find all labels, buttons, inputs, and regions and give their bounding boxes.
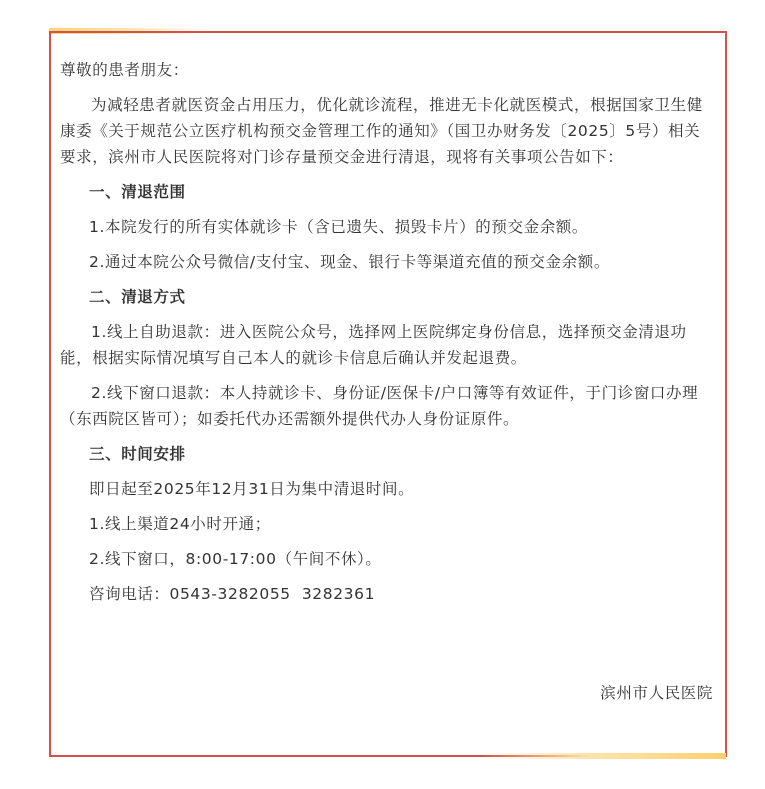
scope-item-2: 2.通过本院公众号微信/支付宝、现金、银行卡等渠道充值的预交金余额。 bbox=[89, 253, 610, 271]
signature: 滨州市人民医院 bbox=[600, 684, 713, 702]
intro-paragraph: 为减轻患者就医资金占用压力，优化就诊流程，推进无卡化就医模式，根据国家卫生健康委《关于规范公立医疗机构预交金管理工作的通知》（国卫办财务发〔2025〕5号）相关要求，滨州市人民医院将对门诊存量预交金进行清退，现将有关事项公告如下： bbox=[60, 96, 703, 166]
schedule-online: 1.线上渠道24小时开通； bbox=[89, 515, 271, 533]
scope-item-1: 1.本院发行的所有实体就诊卡（含已遗失、损毁卡片）的预交金余额。 bbox=[89, 218, 588, 236]
decorative-bottom-bar bbox=[480, 753, 726, 759]
section-heading-method: 二、清退方式 bbox=[89, 288, 186, 306]
contact-phone: 咨询电话：0543-3282055 3282361 bbox=[89, 585, 376, 603]
section-heading-schedule: 三、时间安排 bbox=[89, 445, 186, 463]
method-item-offline: 2.线下窗口退款：本人持就诊卡、身份证/医保卡/户口簿等有效证件，于门诊窗口办理（东西院区皆可）；如委托代办还需额外提供代办人身份证原件。 bbox=[60, 384, 699, 428]
method-item-online: 1.线上自助退款：进入医院公众号，选择网上医院绑定身份信息，选择预交金清退功能，根据实际情况填写自己本人的就诊卡信息后确认并发起退费。 bbox=[60, 323, 687, 367]
section-heading-scope: 一、清退范围 bbox=[89, 183, 186, 201]
schedule-offline: 2.线下窗口，8:00-17:00（午间不休）。 bbox=[89, 550, 382, 568]
schedule-period: 即日起至2025年12月31日为集中清退时间。 bbox=[89, 480, 415, 498]
greeting: 尊敬的患者朋友： bbox=[60, 61, 189, 79]
notice-body bbox=[60, 57, 714, 607]
